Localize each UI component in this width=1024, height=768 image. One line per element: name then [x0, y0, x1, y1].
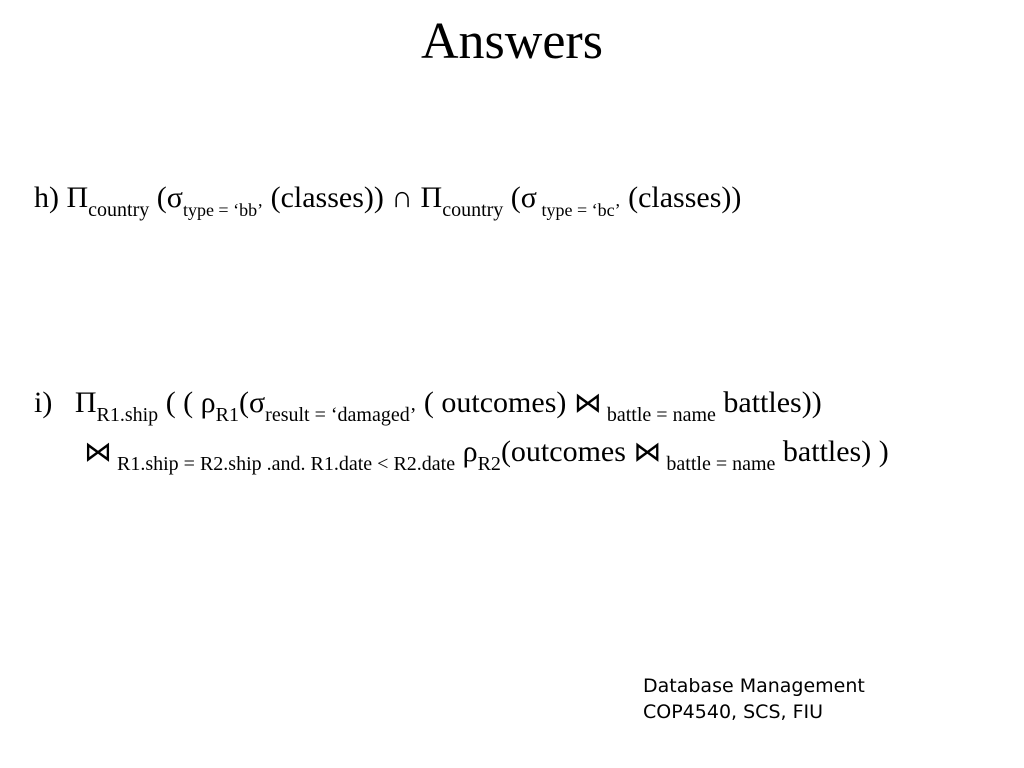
slide-footer: [643, 673, 865, 725]
natural-join-icon: ⋈: [633, 435, 662, 468]
relation-outcomes: (outcomes: [500, 435, 634, 468]
answer-i-expression-line1: [34, 383, 822, 426]
relation-battles: battles)): [715, 386, 822, 419]
footer-course-name: Database Management: [643, 675, 865, 697]
projection-subscript: country: [88, 199, 150, 221]
answer-h-expression: [34, 178, 742, 221]
selection-symbol: σ: [520, 181, 537, 214]
rename-subscript: R2: [477, 453, 501, 475]
footer-course-code: COP4540, SCS, FIU: [643, 701, 824, 723]
open-paren: (: [503, 181, 521, 214]
page-title: Answers: [421, 13, 603, 70]
join-condition: battle = name: [601, 404, 716, 426]
answer-i-expression-line2: [84, 432, 889, 475]
open-paren: (: [149, 181, 167, 214]
rename-symbol: ρ: [200, 386, 216, 419]
projection-subscript: R1.ship: [96, 404, 159, 426]
answer-h-label: h): [34, 181, 59, 214]
join-condition: R1.ship = R2.ship .and. R1.date < R2.date: [112, 453, 456, 475]
projection-symbol: Π: [74, 386, 97, 419]
relation-outcomes: ( outcomes): [416, 386, 574, 419]
selection-symbol: σ: [166, 181, 183, 214]
relation-classes: (classes)): [263, 181, 384, 214]
relation-classes: (classes)): [620, 181, 742, 214]
relation-battles: battles) ): [775, 435, 889, 468]
open-paren: (: [239, 386, 249, 419]
rename-symbol: ρ: [462, 435, 478, 468]
selection-subscript: type = ‘bb’: [182, 200, 264, 220]
open-parens: ( (: [158, 386, 201, 419]
natural-join-icon: ⋈: [573, 386, 602, 419]
intersection-symbol: ∩: [383, 181, 421, 214]
selection-symbol: σ: [249, 386, 266, 419]
join-condition: battle = name: [661, 453, 776, 475]
spacer: [455, 435, 463, 468]
projection-symbol: Π: [420, 181, 443, 214]
projection-symbol: Π: [66, 181, 89, 214]
answer-i-label: i): [34, 386, 53, 419]
selection-subscript: type = ‘bc’: [536, 200, 621, 220]
projection-subscript: country: [442, 199, 504, 221]
selection-subscript: result = ‘damaged’: [265, 404, 417, 426]
theta-join-icon: ⋈: [84, 435, 112, 468]
rename-subscript: R1: [215, 404, 239, 426]
